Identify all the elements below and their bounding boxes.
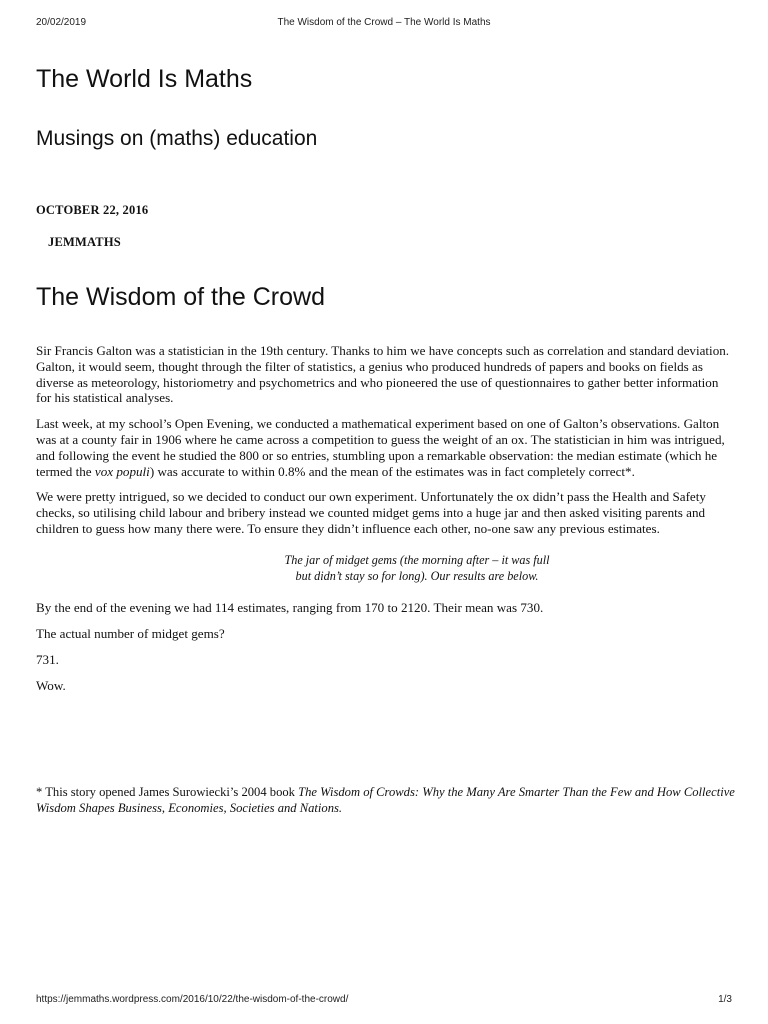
paragraph-open-evening: Last week, at my school’s Open Evening, we conducted a mathematical experiment based on one of Galton’s observations. Galton was at a county fair in 1906 where he came across a competition to guess the weight of an ox. The statistician in him was intrigued, and following the event he studied the 800 or so entries, stumbling upon a remarkable observation: the median estimate (which he termed the vox populi) was accurate to within 0.8% and the mean of the estimates was in fact completely correct*.	[36, 416, 725, 479]
footnote-prefix: * This story opened James Surowiecki’s 2004 book	[36, 785, 299, 799]
image-caption: The jar of midget gems (the morning after – it was full but didn’t stay so for long). Our results are below.	[284, 552, 550, 583]
paragraph-wow: Wow.	[36, 677, 66, 693]
print-date: 20/02/2019	[36, 17, 87, 28]
paragraph-answer: 731.	[36, 651, 59, 667]
paragraph-experiment: We were pretty intrigued, so we decided to conduct our own experiment. Unfortunately the ox didn’t pass the Health and Safety checks, so utilising child labour and bribery instead we counted midget gems into a huge jar and then asked visiting parents and children to guess how many there were. To ensure they didn’t influence each other, no-one saw any previous estimates.	[36, 489, 706, 536]
page-number: 1/3	[718, 994, 732, 1005]
print-footer	[36, 994, 732, 1008]
paragraph-question: The actual number of midget gems?	[36, 626, 225, 642]
footnote-book-title: The Wisdom of Crowds: Why the Many Are Smarter Than the Few and How Collective Wisdom Shapes Business, Economies, Societies and Nations.	[36, 785, 735, 815]
site-tagline: Musings on (maths) education	[36, 127, 318, 150]
site-title[interactable]: The World Is Maths	[36, 65, 253, 93]
post-title: The Wisdom of the Crowd	[36, 283, 325, 311]
print-header	[36, 17, 732, 31]
footnote	[36, 785, 736, 817]
print-page-title: The Wisdom of the Crowd – The World Is Maths	[277, 17, 491, 28]
paragraph-galton-intro: Sir Francis Galton was a statistician in the 19th century. Thanks to him we have concepts such as correlation and standard deviation. Galton, it would seem, thought through the filter of statistics, a genius who produced hundreds of papers and books on fields as diverse as meteorology, historiometry and psychometrics and who pioneered the use of questionnaires to gather better information for his statistical analyses.	[36, 343, 730, 406]
page-url[interactable]: https://jemmaths.wordpress.com/2016/10/22/the-wisdom-of-the-crowd/	[36, 994, 349, 1005]
post-date[interactable]: OCTOBER 22, 2016	[36, 203, 149, 217]
paragraph-results: By the end of the evening we had 114 estimates, ranging from 170 to 2120. Their mean was 730.	[36, 600, 544, 616]
post-content	[36, 343, 736, 704]
post-author[interactable]: JEMMATHS	[48, 235, 121, 249]
vox-populi-term: vox populi	[94, 463, 150, 479]
